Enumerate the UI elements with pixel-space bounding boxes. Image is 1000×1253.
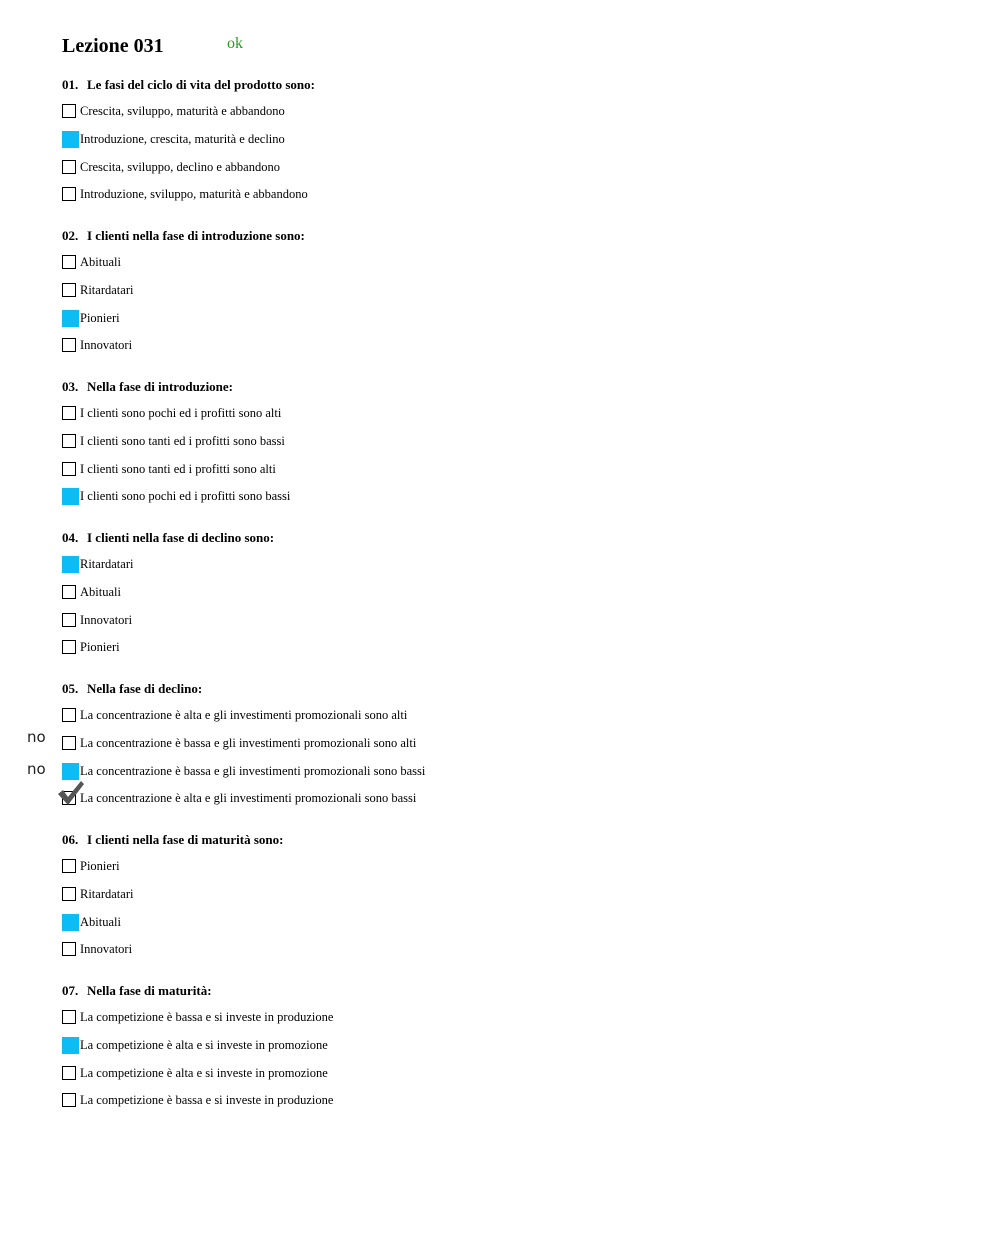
answer-option[interactable] [62,488,290,504]
question-title [62,77,315,93]
answer-label: I clienti sono pochi ed i profitti sono alti [80,406,282,420]
answer-option[interactable] [62,707,407,723]
answer-option[interactable] [62,103,285,119]
answer-checkbox[interactable] [62,1066,76,1080]
answer-label: I clienti sono tanti ed i profitti sono alti [80,461,276,476]
answer-checkbox[interactable] [62,640,76,654]
side-mark-no: no [27,728,46,746]
answer-checkbox[interactable] [62,462,76,476]
side-mark-no: no [27,760,46,778]
question-title [62,832,283,848]
answer-label: La competizione è bassa e si investe in produzione [80,1010,334,1024]
answer-option[interactable] [62,337,132,353]
answer-label: Ritardatari [80,557,134,571]
answer-option[interactable] [62,405,281,421]
answer-checkbox[interactable] [62,791,76,805]
answer-checkbox[interactable] [62,132,76,146]
selected-marker-icon [62,488,79,505]
answer-label: La competizione è bassa e si investe in produzione [80,1093,334,1108]
answer-checkbox[interactable] [62,311,76,325]
answer-checkbox[interactable] [62,283,76,297]
answer-label: Crescita, sviluppo, declino e abbandono [80,159,280,174]
question-text: Nella fase di maturità: [87,983,212,998]
question-number: 07. [62,983,79,998]
page-title: Lezione 031 [62,35,164,57]
answer-option[interactable] [62,1092,333,1108]
answer-option[interactable] [62,858,120,874]
answer-label: Introduzione, sviluppo, maturità e abbandono [80,187,308,202]
answer-checkbox[interactable] [62,613,76,627]
selected-marker-icon [62,556,79,573]
answer-checkbox[interactable] [62,1038,76,1052]
question-number: 05. [62,681,79,696]
answer-checkbox[interactable] [62,406,76,420]
question-number: 04. [62,530,79,545]
question-number: 01. [62,77,79,92]
question-title [62,530,274,546]
answer-checkbox[interactable] [62,160,76,174]
answer-option[interactable] [62,131,285,147]
answer-checkbox[interactable] [62,1093,76,1107]
answer-option[interactable] [62,790,416,806]
answer-label: Innovatori [80,338,133,353]
answer-checkbox[interactable] [62,104,76,118]
answer-checkbox[interactable] [62,708,76,722]
answer-checkbox[interactable] [62,585,76,599]
answer-label: Innovatori [80,942,133,957]
answer-option[interactable] [62,556,133,572]
answer-checkbox[interactable] [62,434,76,448]
answer-option[interactable] [62,254,121,270]
answer-option[interactable] [62,639,120,655]
answer-checkbox[interactable] [62,736,76,750]
answer-option[interactable] [62,612,132,628]
answer-option[interactable] [62,159,280,175]
question-title [62,681,202,697]
answer-option[interactable] [62,763,425,779]
answer-option[interactable] [62,1065,328,1081]
answer-option[interactable] [62,461,276,477]
answer-option[interactable] [62,735,416,751]
question-text: I clienti nella fase di maturità sono: [87,832,284,847]
selected-marker-icon [62,763,79,780]
question-text: Nella fase di declino: [87,681,203,696]
answer-checkbox[interactable] [62,338,76,352]
question-number: 06. [62,832,79,847]
answer-checkbox[interactable] [62,1010,76,1024]
answer-label: Introduzione, crescita, maturità e declino [80,131,285,146]
answer-label: Crescita, sviluppo, maturità e abbandono [80,104,285,118]
selected-marker-icon [62,914,79,931]
answer-checkbox[interactable] [62,764,76,778]
answer-option[interactable] [62,310,120,326]
answer-label: I clienti sono tanti ed i profitti sono bassi [80,433,285,448]
answer-label: Abituali [80,914,121,929]
question-title [62,983,212,999]
answer-label: La competizione è alta e si investe in promozione [80,1065,328,1080]
selected-marker-icon [62,1037,79,1054]
answer-label: La concentrazione è alta e gli investimenti promozionali sono bassi [80,791,417,806]
status-ok-label: ok [227,35,243,52]
answer-option[interactable] [62,584,121,600]
question-title [62,379,233,395]
answer-option[interactable] [62,1009,333,1025]
answer-checkbox[interactable] [62,187,76,201]
answer-label: Innovatori [80,612,133,627]
answer-label: Abituali [80,255,121,269]
question-number: 02. [62,228,79,243]
question-title [62,228,305,244]
answer-checkbox[interactable] [62,255,76,269]
answer-checkbox[interactable] [62,887,76,901]
answer-label: Pionieri [80,640,120,655]
answer-label: La concentrazione è alta e gli investimenti promozionali sono alti [80,708,408,722]
answer-option[interactable] [62,941,132,957]
answer-checkbox[interactable] [62,489,76,503]
answer-option[interactable] [62,914,121,930]
question-text: Nella fase di introduzione: [87,379,234,394]
answer-label: Ritardatari [80,282,134,297]
answer-option[interactable] [62,186,308,202]
answer-label: La competizione è alta e si investe in promozione [80,1037,328,1052]
answer-label: La concentrazione è bassa e gli investimenti promozionali sono bassi [80,763,426,778]
answer-checkbox[interactable] [62,942,76,956]
answer-option[interactable] [62,1037,328,1053]
selected-marker-icon [62,310,79,327]
answer-label: Pionieri [80,859,120,873]
question-text: I clienti nella fase di introduzione sono: [87,228,305,243]
question-text: I clienti nella fase di declino sono: [87,530,275,545]
answer-label: Abituali [80,584,121,599]
answer-option[interactable] [62,282,133,298]
selected-marker-icon [62,131,79,148]
answer-option[interactable] [62,433,285,449]
answer-option[interactable] [62,886,133,902]
answer-label: La concentrazione è bassa e gli investimenti promozionali sono alti [80,735,417,750]
answer-label: Pionieri [80,310,120,325]
answer-label: I clienti sono pochi ed i profitti sono bassi [80,489,291,504]
answer-checkbox[interactable] [62,915,76,929]
answer-checkbox[interactable] [62,557,76,571]
question-number: 03. [62,379,79,394]
answer-checkbox[interactable] [62,859,76,873]
question-text: Le fasi del ciclo di vita del prodotto sono: [87,77,315,92]
answer-label: Ritardatari [80,886,134,901]
